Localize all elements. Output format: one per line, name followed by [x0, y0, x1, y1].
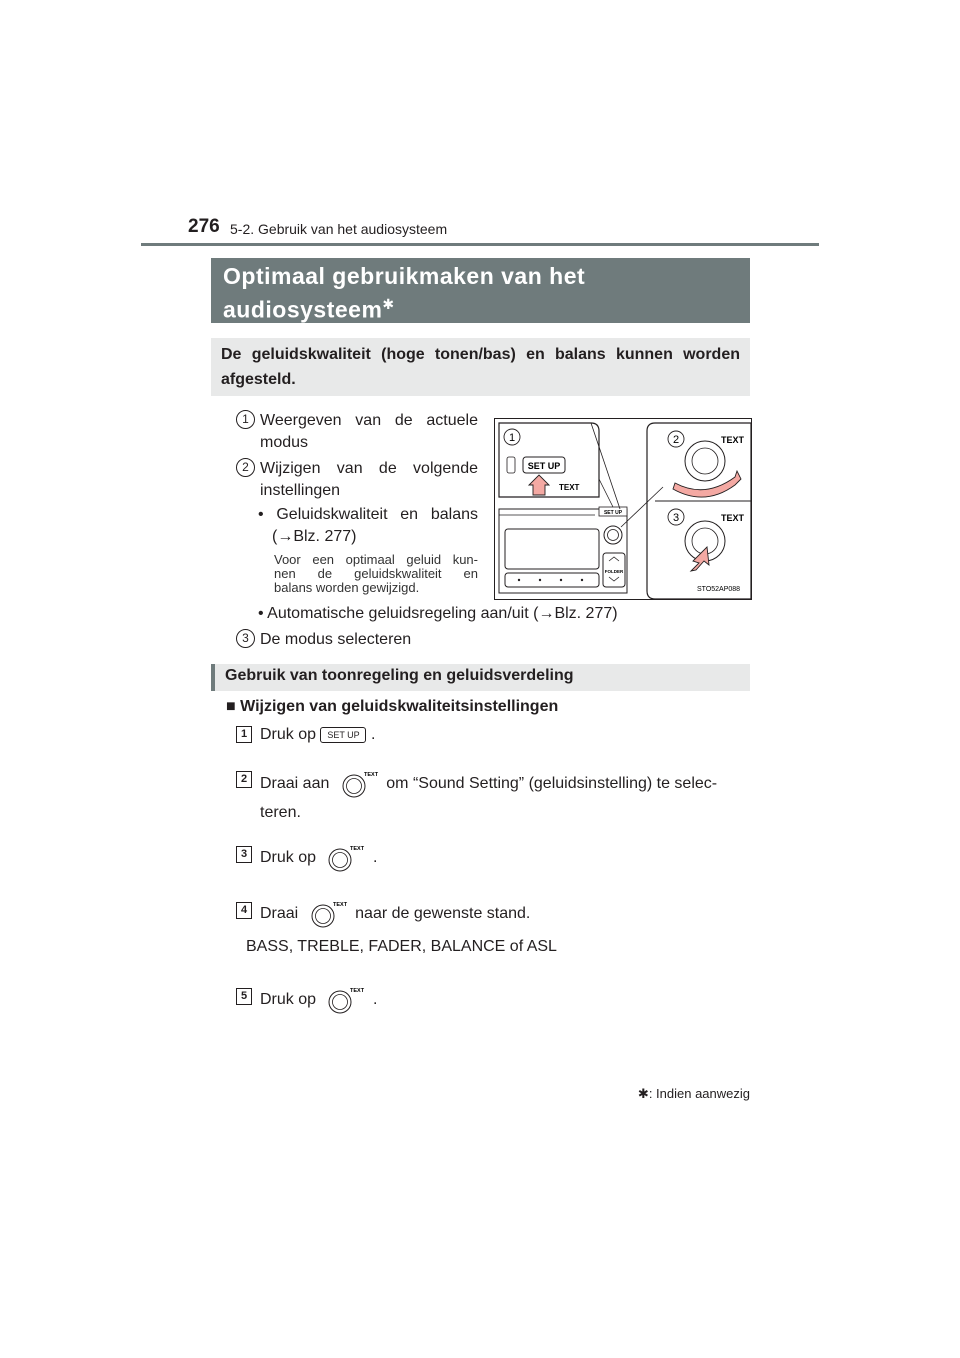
tune-knob-text-label: TEXT	[363, 772, 378, 778]
callout-1-line1: Weergeven van de actuele	[260, 412, 478, 429]
audio-panel-illustration	[494, 418, 752, 600]
step-number-1: 1	[236, 726, 252, 743]
step-3-text-b: .	[372, 849, 378, 867]
page-number: 276	[188, 216, 220, 237]
setup-small-label: SET UP	[603, 510, 623, 516]
step-number-3: 3	[236, 846, 252, 863]
bullet-1-line1: • Geluidskwaliteit en balans	[258, 506, 478, 523]
callout-1-text	[260, 410, 478, 454]
note-line3: balans worden gewijzigd.	[274, 580, 420, 595]
footnote: ✱: Indien aanwezig	[637, 1086, 750, 1101]
bullet-sound-quality	[258, 504, 478, 548]
step-1	[260, 724, 375, 746]
step-4-options: BASS, TREBLE, FADER, BALANCE of ASL	[246, 938, 557, 955]
step-2-text-c: teren.	[260, 804, 301, 821]
callout-2-line2: instellingen	[260, 482, 341, 499]
setup-button-icon: SET UP	[320, 727, 366, 743]
page-title	[211, 258, 750, 323]
audio-panel-drawing	[495, 419, 751, 599]
page-title-line2: audiosysteem	[223, 296, 383, 323]
callout-1-line2: modus	[260, 434, 309, 451]
tune-knob-icon	[303, 900, 351, 928]
subheading: Gebruik van toonregeling en geluidsverdeling	[211, 664, 750, 691]
tune-knob-text-label: TEXT	[332, 902, 347, 908]
step-2-text-a: Draai aan	[260, 775, 330, 793]
callout-2-text	[260, 458, 478, 502]
setup-zoom-label: SET UP	[527, 461, 561, 471]
section-title: 5-2. Gebruik van het audiosysteem	[230, 221, 448, 237]
step-number-4: 4	[236, 902, 252, 919]
step-1-text-a: Druk op	[260, 726, 317, 743]
asterisk-marker: ✱	[382, 296, 395, 312]
tune-knob-icon	[334, 770, 382, 798]
callout-2-line1: Wijzigen van de volgende	[260, 460, 478, 477]
note-line2: nen de geluidskwaliteit en	[274, 566, 478, 581]
header-divider	[141, 243, 819, 246]
figure-callout-1-num: 1	[508, 432, 516, 444]
intro-box: De geluidskwaliteit (hoge tonen/bas) en balans kunnen worden afgesteld.	[211, 338, 750, 396]
step-4-text-b: naar de gewenste stand.	[355, 905, 531, 923]
step-5-text-a: Druk op	[260, 991, 317, 1009]
tune-knob-text-label: TEXT	[350, 988, 365, 994]
step-4-text-a: Draai	[260, 905, 299, 923]
text-label-1: TEXT	[559, 483, 580, 492]
tune-knob-text-label: TEXT	[350, 846, 365, 852]
figure-callout-3-num: 3	[672, 512, 680, 524]
text-label-2: TEXT	[721, 435, 745, 445]
step-4	[260, 900, 530, 928]
step-3-text-a: Druk op	[260, 849, 317, 867]
step-2	[260, 770, 717, 798]
step-5-text-b: .	[372, 991, 378, 1009]
callout-number-1: 1	[236, 410, 255, 429]
bullet-asl: • Automatische geluidsregeling aan/uit (→Blz. 277)	[258, 605, 618, 622]
tune-knob-icon	[320, 844, 368, 872]
step-3	[260, 844, 377, 872]
procedure-title: ■ Wijzigen van geluidskwaliteitsinstellingen	[226, 698, 559, 715]
tune-knob-icon	[320, 986, 368, 1014]
bullet-1-line2: (→Blz. 277)	[272, 528, 357, 545]
callout-3-text: De modus selecteren	[260, 631, 412, 648]
text-label-3: TEXT	[721, 513, 745, 523]
bullet-note	[274, 553, 478, 595]
display-panel	[505, 529, 599, 569]
step-1-text-b: .	[370, 726, 376, 743]
note-line1: Voor een optimaal geluid kun-	[274, 552, 478, 567]
callout-number-3: 3	[236, 629, 255, 648]
step-number-5: 5	[236, 988, 252, 1005]
step-5	[260, 986, 377, 1014]
step-number-2: 2	[236, 771, 252, 788]
page-title-line1: Optimaal gebruikmaken van het	[223, 263, 586, 289]
figure-callout-2-num: 2	[672, 434, 680, 446]
folder-label: FOLDER	[604, 569, 624, 574]
step-2-text-b: om “Sound Setting” (geluidsinstelling) te selec-	[386, 775, 718, 793]
figure-code: STO52AP088	[697, 586, 741, 593]
callout-number-2: 2	[236, 458, 255, 477]
